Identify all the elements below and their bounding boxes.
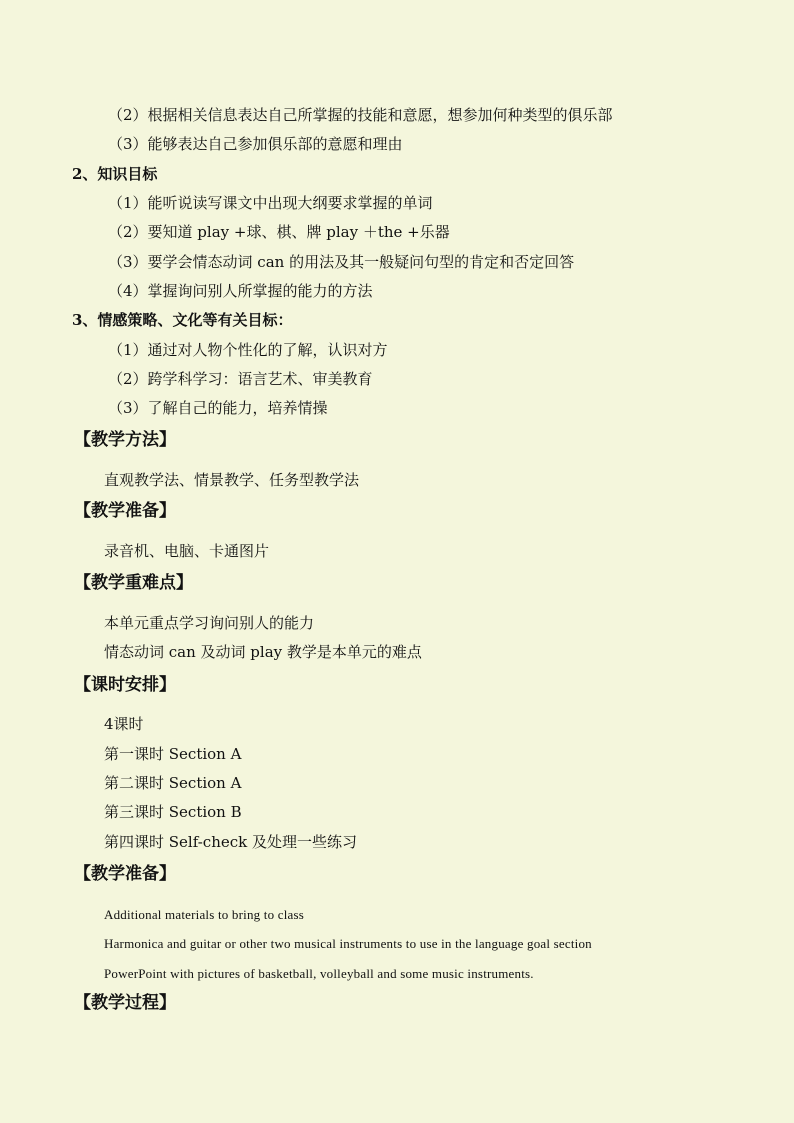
section-heading-lesson-schedule: 【课时安排】 (74, 675, 176, 695)
objective-item: （1）通过对人物个性化的了解，认识对方 (108, 341, 388, 359)
objective-item: （2）根据相关信息表达自己所掌握的技能和意愿，想参加何种类型的俱乐部 (108, 106, 613, 124)
objective-item: （2）跨学科学习：语言艺术、审美教育 (108, 370, 373, 388)
objective-item: （3）了解自己的能力，培养情操 (108, 399, 328, 417)
schedule-item: 第二课时 Section A (104, 774, 242, 792)
subheading-affective-goals: 3、情感策略、文化等有关目标： (72, 311, 293, 329)
objective-item: （3）能够表达自己参加俱乐部的意愿和理由 (108, 135, 403, 153)
body-text: 录音机、电脑、卡通图片 (104, 542, 270, 560)
body-text: 直观教学法、情景教学、任务型教学法 (104, 471, 360, 489)
section-heading-teaching-preparation: 【教学准备】 (74, 864, 176, 884)
section-heading-teaching-process: 【教学过程】 (74, 993, 176, 1013)
schedule-item: 第四课时 Self-check 及处理一些练习 (104, 833, 358, 851)
materials-item: Harmonica and guitar or other two musical instruments to use in the language goal section (104, 936, 592, 951)
body-text: 本单元重点学习询问别人的能力 (104, 614, 315, 632)
body-text: 情态动词 can 及动词 play 教学是本单元的难点 (104, 643, 422, 661)
section-heading-key-difficulties: 【教学重难点】 (74, 573, 193, 593)
subheading-knowledge-goals: 2、知识目标 (72, 165, 158, 183)
schedule-item: 第三课时 Section B (104, 803, 242, 821)
objective-item: （1）能听说读写课文中出现大纲要求掌握的单词 (108, 194, 433, 212)
schedule-item: 4课时 (104, 715, 144, 733)
materials-item: PowerPoint with pictures of basketball, volleyball and some music instruments. (104, 966, 534, 981)
schedule-item: 第一课时 Section A (104, 745, 242, 763)
materials-item: Additional materials to bring to class (104, 907, 305, 922)
objective-item: （4）掌握询问别人所掌握的能力的方法 (108, 282, 373, 300)
section-heading-teaching-methods: 【教学方法】 (74, 430, 176, 450)
section-heading-teaching-preparation: 【教学准备】 (74, 501, 176, 521)
objective-item: （3）要学会情态动词 can 的用法及其一般疑问句型的肯定和否定回答 (108, 253, 575, 271)
objective-item: （2）要知道 play +球、棋、牌 play ＋the +乐器 (108, 223, 450, 241)
